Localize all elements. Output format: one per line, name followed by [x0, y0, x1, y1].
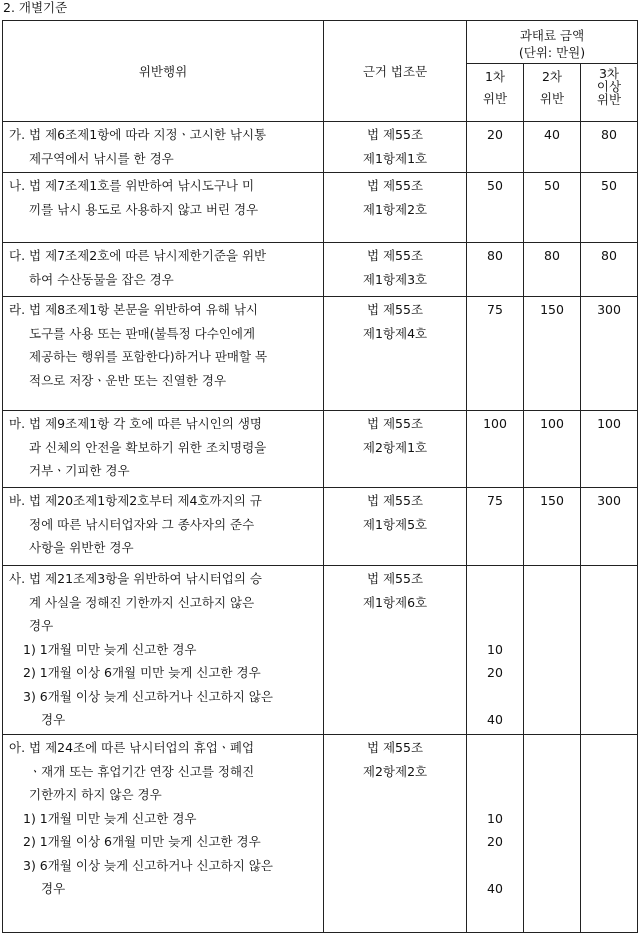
table-row: [3, 297, 638, 411]
violation-text: 사항을 위반한 경우: [29, 540, 134, 555]
violation-text: ㆍ재개 또는 휴업기간 연장 신고를 정해진: [29, 763, 255, 779]
violation-cell: [3, 173, 324, 243]
violation-text: 기한까지 하지 않은 경우: [29, 787, 162, 802]
fine-second-cell: [524, 566, 581, 735]
basis-cell: [324, 735, 467, 933]
fine-amount: 20: [487, 127, 503, 142]
header-second-line2: 위반: [539, 91, 565, 106]
header-first-line1: 1차: [484, 69, 506, 84]
fine-amount: 50: [544, 178, 560, 193]
fine-amount: 20: [487, 665, 503, 680]
basis-text: 법 제55조: [366, 178, 424, 193]
fine-first-cell: [467, 735, 524, 933]
basis-cell: [324, 122, 467, 173]
header-first: [467, 64, 524, 122]
header-basis: 근거 법조문: [324, 21, 467, 122]
fine-amount: 80: [487, 248, 503, 263]
fine-third-cell: [581, 411, 638, 488]
fine-table: [2, 20, 638, 933]
violation-text: 계 사실을 정해진 기한까지 신고하지 않은: [29, 594, 255, 610]
violation-text: 가. 법 제6조제1항에 따라 지정ㆍ고시한 낚시통: [9, 127, 267, 142]
basis-text: 제2항제1호: [362, 439, 428, 455]
fine-amount: 75: [487, 493, 503, 508]
violation-text: 과 신체의 안전을 확보하기 위한 조치명령을: [29, 439, 267, 455]
basis-text: 법 제55조: [366, 302, 424, 317]
violation-text: 다. 법 제7조제2호에 따른 낚시제한기준을 위반: [9, 248, 267, 263]
header-violation: 위반행위: [3, 21, 324, 122]
fine-third-cell: [581, 488, 638, 566]
fine-amount: 10: [487, 810, 503, 826]
basis-text: 제2항제2호: [362, 763, 428, 779]
spacer: [467, 591, 523, 615]
basis-text: 제1항제1호: [362, 150, 428, 166]
violation-cell: [3, 297, 324, 411]
header-third: [581, 64, 638, 122]
violation-subitem: 1) 1개월 미만 늦게 신고한 경우: [23, 641, 197, 657]
violation-text: 정에 따른 낚시터업자와 그 종사자의 준수: [29, 516, 255, 532]
table-row: [3, 735, 638, 933]
header-fine: [467, 21, 638, 64]
violation-cell: [3, 243, 324, 297]
fine-first-cell: [467, 488, 524, 566]
violation-cell: [3, 488, 324, 566]
violation-text: 제구역에서 낚시를 한 경우: [29, 150, 174, 166]
fine-amount: 75: [487, 302, 503, 317]
spacer: [467, 760, 523, 784]
basis-text: 제1항제5호: [362, 516, 428, 532]
violation-text: 거부ㆍ기피한 경우: [29, 463, 130, 478]
violation-text: 라. 법 제8조제1항 본문을 위반하여 유해 낚시: [9, 302, 258, 317]
spacer: [467, 567, 523, 591]
violation-subitem: 3) 6개월 이상 늦게 신고하거나 신고하지 않은: [23, 857, 273, 873]
table-row: [3, 566, 638, 735]
table-row: [3, 243, 638, 297]
fine-first-cell: [467, 122, 524, 173]
header-third-line3: 위반: [596, 92, 622, 107]
table-row: [3, 173, 638, 243]
fine-amount: 300: [597, 493, 621, 508]
basis-text: 제1항제3호: [362, 271, 428, 287]
fine-amount: 40: [487, 881, 503, 896]
basis-cell: [324, 488, 467, 566]
fine-second-cell: [524, 411, 581, 488]
fine-amount: 80: [601, 127, 617, 142]
header-fine-title: 과태료 금액: [519, 28, 585, 43]
fine-amount: 20: [487, 834, 503, 849]
spacer: [467, 685, 523, 709]
fine-amount: 100: [597, 416, 621, 431]
violation-text: 아. 법 제24조에 따른 낚시터업의 휴업ㆍ폐업: [9, 740, 255, 755]
table-body: [3, 122, 638, 933]
basis-text: 제1항제6호: [362, 594, 428, 610]
basis-text: 법 제55조: [366, 248, 424, 263]
fine-first-cell: [467, 243, 524, 297]
fine-third-cell: [581, 122, 638, 173]
fine-amount: 100: [540, 416, 564, 431]
fine-third-cell: [581, 173, 638, 243]
fine-first-cell: [467, 566, 524, 735]
basis-cell: [324, 566, 467, 735]
fine-amount: 50: [601, 178, 617, 193]
violation-text: 마. 법 제9조제1항 각 호에 따른 낚시인의 생명: [9, 416, 262, 431]
fine-amount: 10: [487, 641, 503, 657]
basis-cell: [324, 243, 467, 297]
violation-subitem: 경우: [41, 712, 66, 727]
basis-cell: [324, 297, 467, 411]
violation-subitem: 경우: [41, 881, 66, 896]
violation-cell: [3, 122, 324, 173]
fine-second-cell: [524, 297, 581, 411]
violation-subitem: 3) 6개월 이상 늦게 신고하거나 신고하지 않은: [23, 688, 273, 704]
fine-amount: 150: [540, 302, 564, 317]
fine-third-cell: [581, 297, 638, 411]
basis-text: 법 제55조: [366, 127, 424, 142]
spacer: [467, 736, 523, 760]
fine-second-cell: [524, 488, 581, 566]
fine-amount: 50: [487, 178, 503, 193]
table-row: [3, 122, 638, 173]
fine-second-cell: [524, 243, 581, 297]
header-third-line1: 3차: [598, 66, 620, 81]
basis-text: 제1항제2호: [362, 201, 428, 217]
violation-text: 도구를 사용 또는 판매(불특정 다수인에게: [29, 325, 256, 341]
basis-text: 법 제55조: [366, 416, 424, 431]
fine-first-cell: [467, 411, 524, 488]
violation-subitem: 2) 1개월 이상 6개월 미만 늦게 신고한 경우: [23, 665, 261, 680]
violation-text: 제공하는 행위를 포함한다)하거나 판매할 목: [29, 349, 268, 364]
fine-second-cell: [524, 173, 581, 243]
basis-cell: [324, 173, 467, 243]
violation-cell: [3, 566, 324, 735]
header-third-line2: 이상: [596, 79, 622, 94]
spacer: [467, 783, 523, 807]
fine-amount: 40: [487, 712, 503, 727]
basis-cell: [324, 411, 467, 488]
table-row: [3, 411, 638, 488]
spacer: [467, 614, 523, 638]
violation-cell: [3, 735, 324, 933]
fine-second-cell: [524, 122, 581, 173]
fine-third-cell: [581, 243, 638, 297]
violation-subitem: 1) 1개월 미만 늦게 신고한 경우: [23, 810, 197, 826]
fine-second-cell: [524, 735, 581, 933]
violation-text: 사. 법 제21조제3항을 위반하여 낚시터업의 승: [9, 571, 262, 586]
violation-text: 하여 수산동물을 잡은 경우: [29, 271, 174, 287]
basis-text: 법 제55조: [366, 493, 424, 508]
basis-text: 법 제55조: [366, 571, 424, 586]
fine-amount: 40: [544, 127, 560, 142]
header-second: [524, 64, 581, 122]
fine-amount: 100: [483, 416, 507, 431]
fine-third-cell: [581, 735, 638, 933]
fine-amount: 80: [601, 248, 617, 263]
spacer: [467, 854, 523, 878]
header-first-line2: 위반: [482, 91, 508, 106]
fine-first-cell: [467, 173, 524, 243]
fine-amount: 150: [540, 493, 564, 508]
violation-text: 나. 법 제7조제1호를 위반하여 낚시도구나 미: [9, 178, 255, 193]
section-title: 2. 개별기준: [3, 0, 68, 15]
header-second-line1: 2차: [541, 69, 563, 84]
fine-first-cell: [467, 297, 524, 411]
violation-subitem: 2) 1개월 이상 6개월 미만 늦게 신고한 경우: [23, 834, 261, 849]
violation-text: 적으로 저장ㆍ운반 또는 진열한 경우: [29, 372, 227, 388]
fine-amount: 300: [597, 302, 621, 317]
table-row: [3, 488, 638, 566]
violation-text: 끼를 낚시 용도로 사용하지 않고 버린 경우: [29, 201, 259, 217]
header-fine-unit: (단위: 만원): [518, 45, 586, 60]
fine-amount: 80: [544, 248, 560, 263]
violation-text: 경우: [29, 618, 54, 633]
fine-third-cell: [581, 566, 638, 735]
basis-text: 제1항제4호: [362, 325, 428, 341]
violation-cell: [3, 411, 324, 488]
violation-text: 바. 법 제20조제1항제2호부터 제4호까지의 규: [9, 493, 262, 508]
basis-text: 법 제55조: [366, 740, 424, 755]
